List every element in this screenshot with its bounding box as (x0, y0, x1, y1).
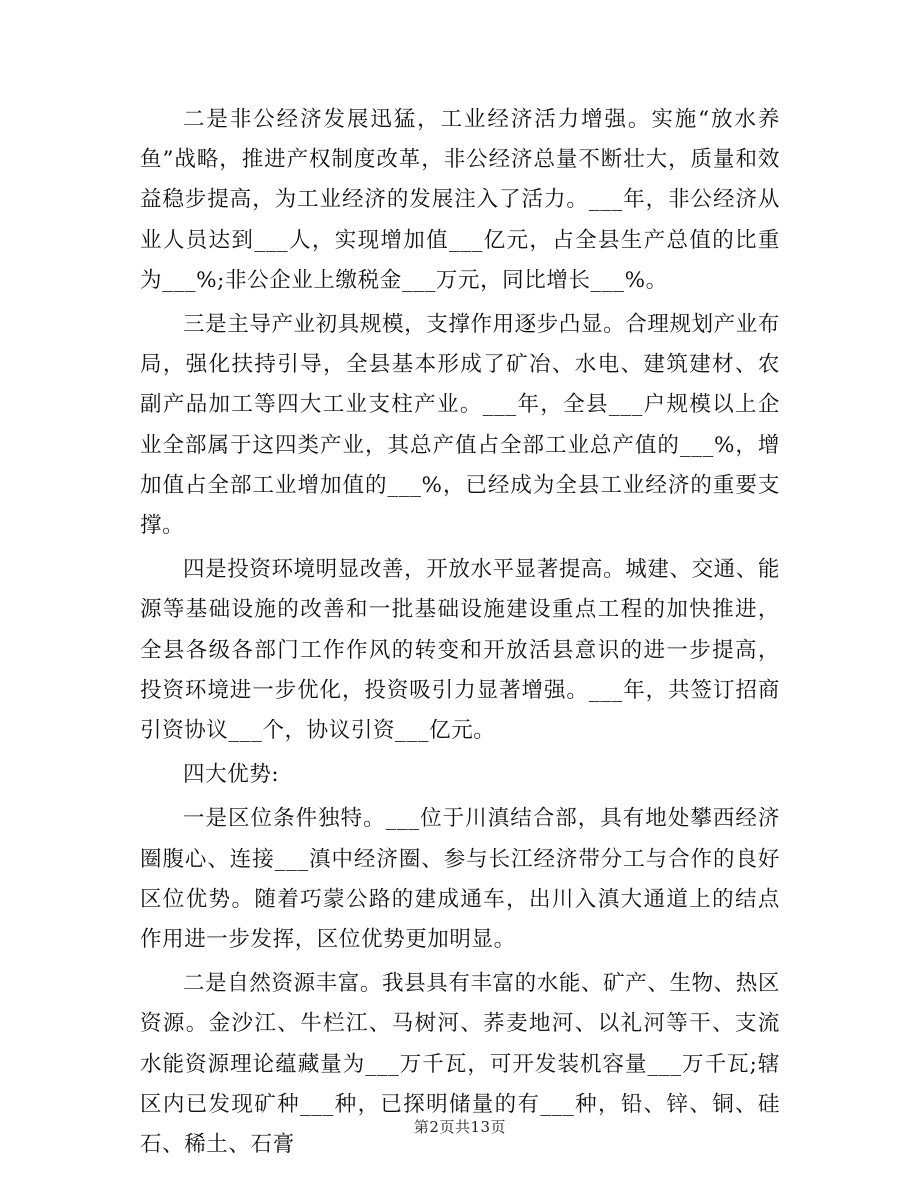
paragraph-leading-industries: 三是主导产业初具规模，支撑作用逐步凸显。合理规划产业布局，强化扶持引导，全县基本形成了矿冶、水电、建筑建材、农副产品加工等四大工业支柱产业。___年，全县___户规模以上企业全部属于这四类产业，其总产值占全部工业总产值的___%，增加值占全部工业增加值的___%，已经成为全县工业经济的重要支撑。 (140, 312, 780, 539)
section-heading-four-advantages: 四大优势: (183, 762, 280, 788)
paragraph-private-economy: 二是非公经济发展迅猛，工业经济活力增强。实施“放水养鱼”战略，推进产权制度改革，非公经济总量不断壮大，质量和效益稳步提高，为工业经济的发展注入了活力。___年，非公经济从业人员达到___人，实现增加值___亿元，占全县生产总值的比重为___%;非公企业上缴税金___万元，同比增长___%。 (140, 107, 780, 293)
paragraph-location-advantage: 一是区位条件独特。___位于川滇结合部，具有地处攀西经济圈腹心、连接___滇中经济圈、参与长江经济带分工与合作的良好区位优势。随着巧蒙公路的建成通车，出川入滇大通道上的结点作用进一步发挥，区位优势更加明显。 (140, 806, 780, 953)
document-body (140, 100, 780, 1169)
paragraph-natural-resources: 二是自然资源丰富。我县具有丰富的水能、矿产、生物、热区资源。金沙江、牛栏江、马树河、荞麦地河、以礼河等干、支流水能资源理论蕴藏量为___万千瓦，可开发装机容量___万千瓦;辖区内已发现矿种___种，已探明储量的有___种，铅、锌、铜、硅石、稀土、石膏 (140, 971, 780, 1158)
page-number-footer: 第2页共13页 (413, 1118, 507, 1136)
paragraph-investment-environment: 四是投资环境明显改善，开放水平显著提高。城建、交通、能源等基础设施的改善和一批基础设施建设重点工程的加快推进，全县各级各部门工作作风的转变和开放活县意识的进一步提高，投资环境进一步优化，投资吸引力显著增强。___年，共签订招商引资协议___个，协议引资___亿元。 (140, 557, 780, 744)
